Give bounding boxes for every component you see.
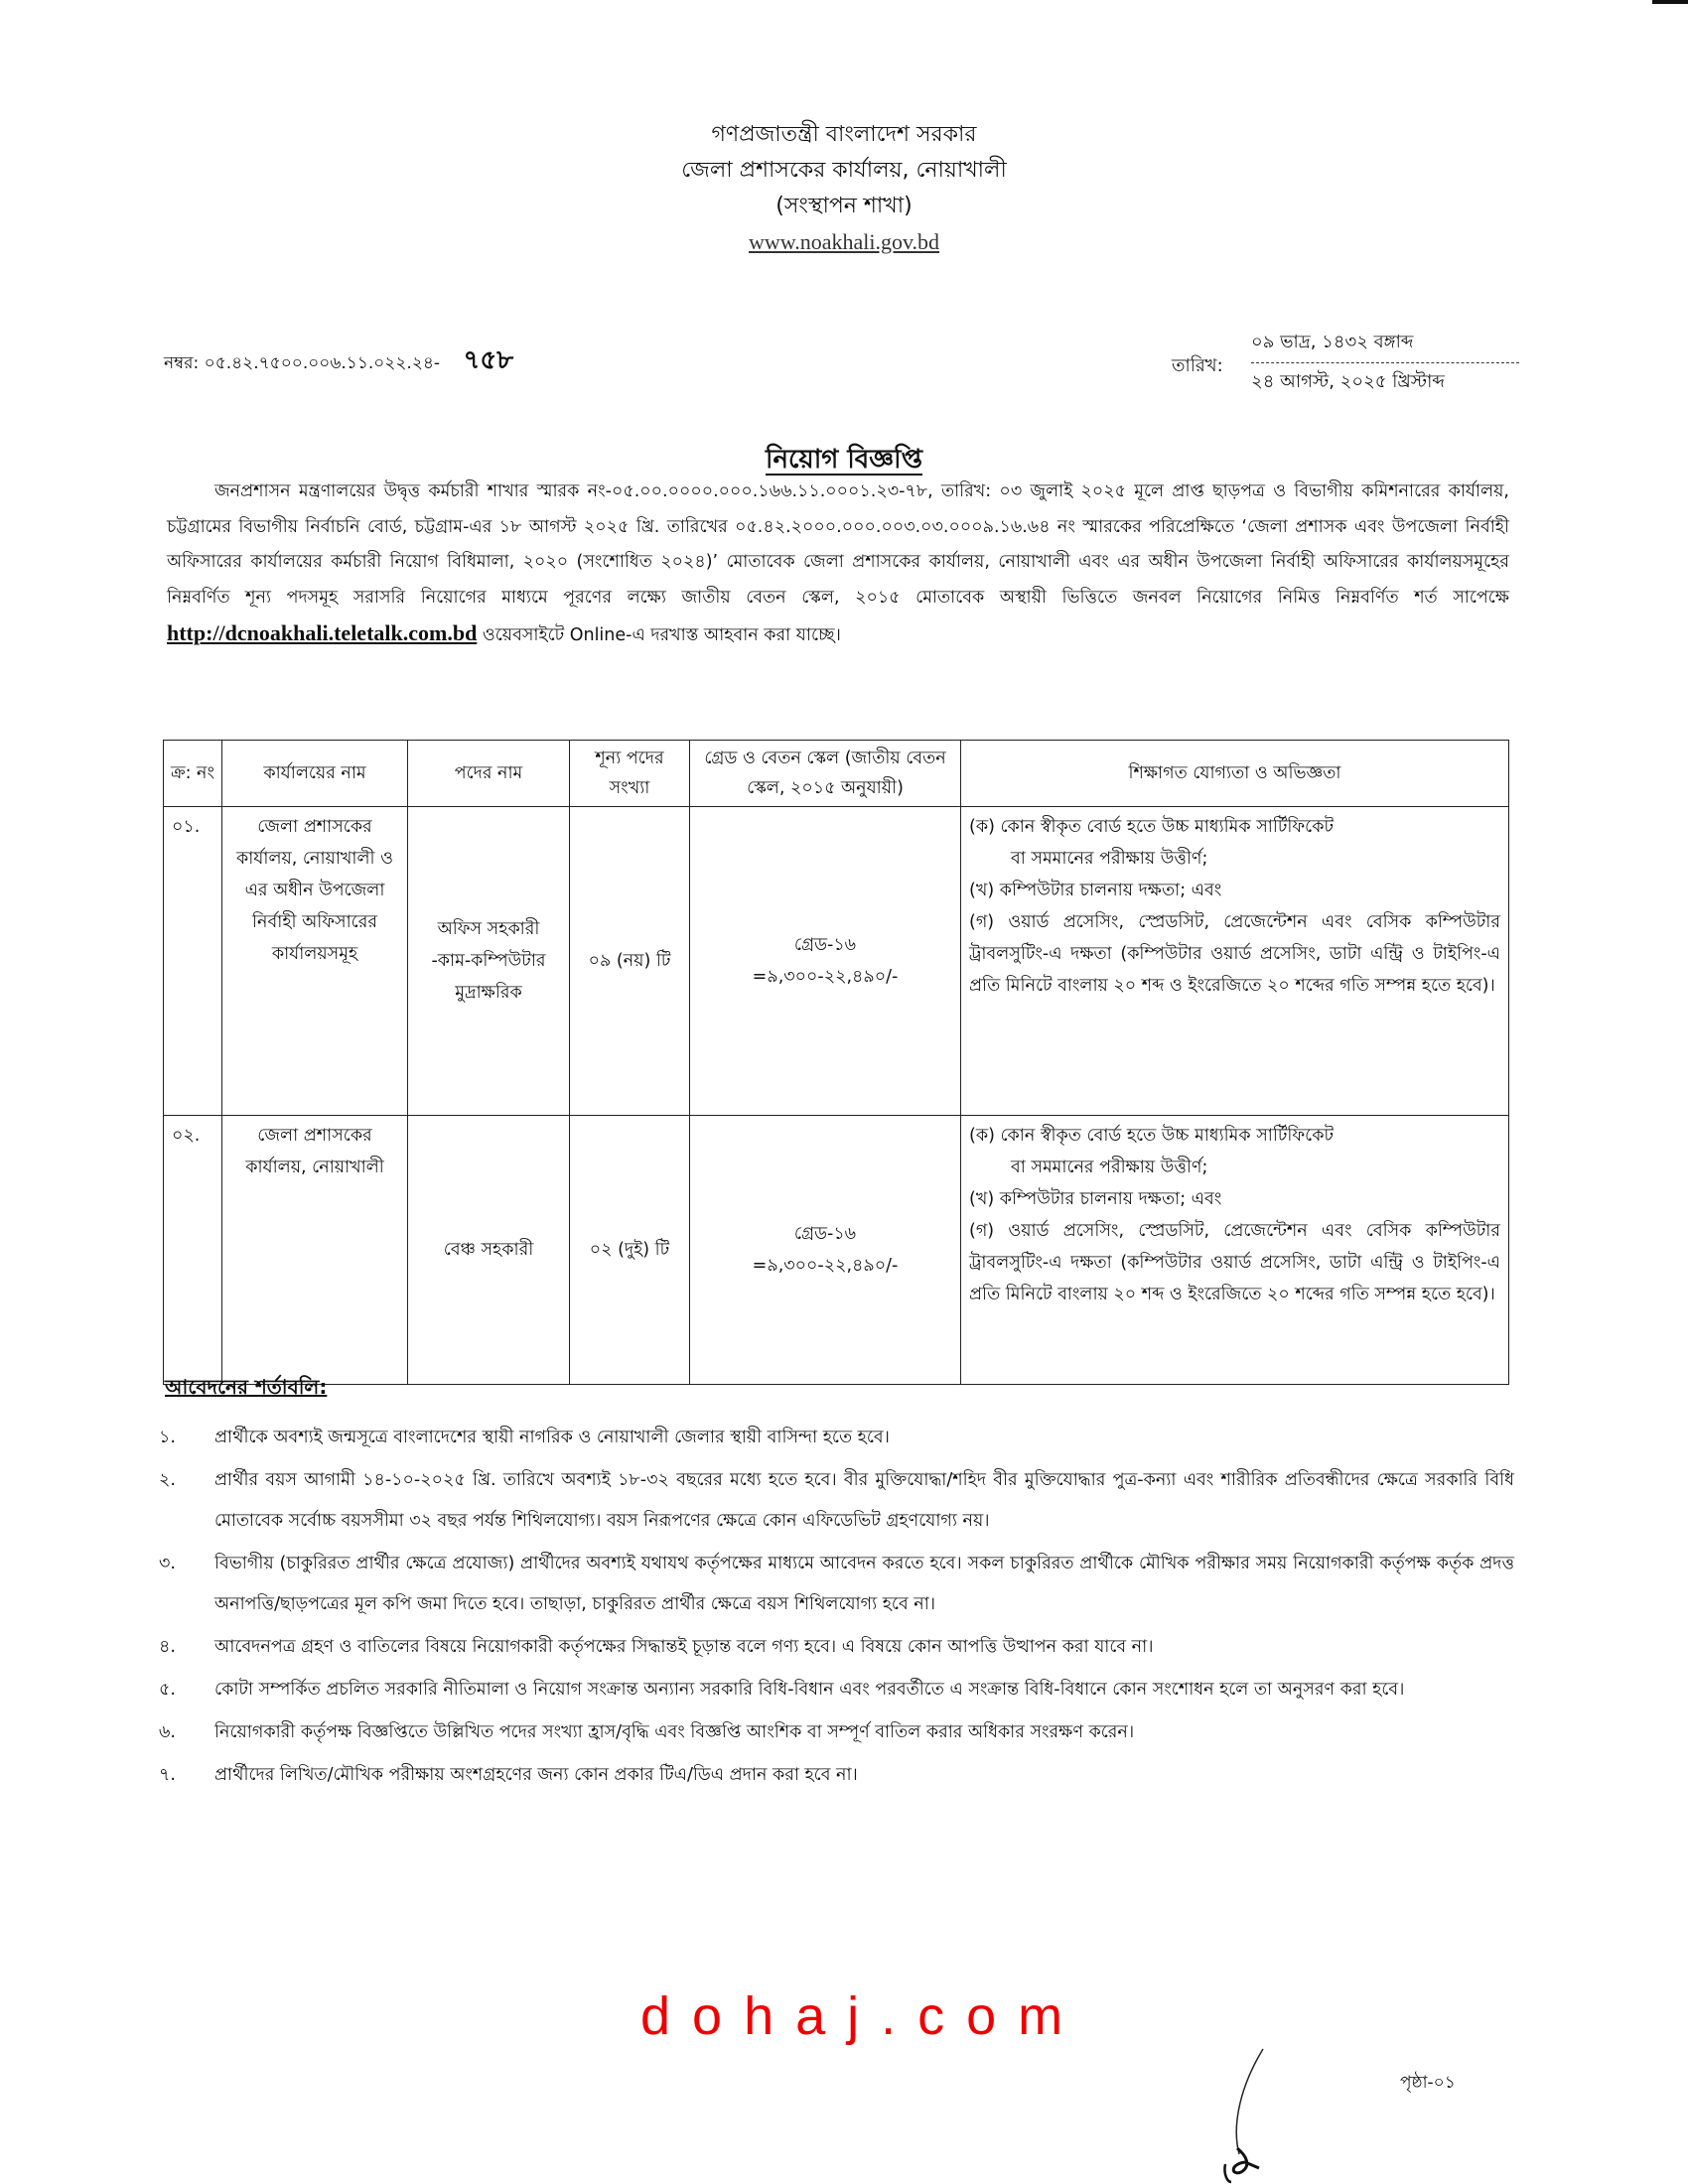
page-title: নিয়োগ বিজ্ঞপ্তি [766,445,922,475]
cell-post: বেঞ্চ সহকারী [408,1116,570,1385]
condition-text: প্রার্থীর বয়স আগামী ১৪-১০-২০২৫ খ্রি. তারিখে অবশ্যই ১৮-৩২ বছরের মধ্যে হতে হবে। বীর মুক্তিযোদ্ধা/শহিদ বীর মুক্তিযোদ্ধার পুত্র-কন্যা এবং শারীরিক প্রতিবন্ধীদের ক্ষেত্রে সরকারি বিধি মোতাবেক সর্বোচ্চ বয়সসীমা ৩২ বছর পর্যন্ত শিথিলযোগ্য। বয়স নিরূপণের ক্ষেত্রে কোন এফিডেভিট গ্রহণযোগ্য নয়। [214,1470,1514,1531]
condition-number: ৭. [159,1765,176,1785]
memo-label: নম্বর: [164,353,200,373]
qualification-c: (গ) ওয়ার্ড প্রসেসিং, স্প্রেডসিট, প্রেজেন্টেশন এবং বেসিক কম্পিউটার ট্রাবলসুটিং-এ দক্ষতা (কম্পিউটার ওয়ার্ড প্রসেসিং, ডাটা এন্ট্রি ও টাইপিং-এ প্রতি মিনিটে বাংলায় ২০ শব্দ ও ইংরেজিতে ২০ শব্দের গতি সম্পন্ন হতে হবে)। [969,1221,1500,1304]
condition-number: ১. [159,1428,176,1447]
table-row [164,807,1509,1116]
condition-text: আবেদনপত্র গ্রহণ ও বাতিলের বিষয়ে নিয়োগকারী কর্তৃপক্ষের সিদ্ধান্তই চূড়ান্ত বলে গণ্য হবে। এ বিষয়ে কোন আপত্তি উত্থাপন করা যাবে না। [214,1637,1154,1657]
condition-text: প্রার্থীদের লিখিত/মৌখিক পরীক্ষায় অংশগ্রহণের জন্য কোন প্রকার টিএ/ডিএ প্রদান করা হবে না। [214,1765,858,1785]
website-link[interactable]: www.noakhali.gov.bd [748,229,940,254]
condition-item [159,1627,1514,1668]
govt-name: গণপ্রজাতন্ত্রী বাংলাদেশ সরকার [711,122,977,147]
memo-value: ০৫.৪২.৭৫০০.০০৬.১১.০২২.২৪- [204,353,441,373]
qualification-a-cont: বা সমমানের পরীক্ষায় উত্তীর্ণ; [1011,849,1208,869]
condition-number: ৩. [159,1554,176,1573]
scan-edge-mark [1652,0,1688,4]
condition-text: বিভাগীয় (চাকুরিরত প্রার্থীর ক্ষেত্রে প্রযোজ্য) প্রার্থীদের অবশ্যই যথাযথ কর্তৃপক্ষের মাধ্যমে আবেদন করতে হবে। সকল চাকুরিরত প্রার্থীকে মৌখিক পরীক্ষার সময় নিয়োগকারী কর্তৃপক্ষ কর্তৃক প্রদত্ত অনাপত্তি/ছাড়পত্রের মূল কপি জমা দিতে হবে। তাছাড়া, চাকুরিরত প্রার্থীর ক্ষেত্রে বয়স শিথিলযোগ্য হবে না। [214,1554,1514,1614]
table-row [164,1116,1509,1385]
condition-number: ৪. [159,1637,176,1657]
qualification-b: (খ) কম্পিউটার চালনায় দক্ষতা; এবং [969,881,1222,900]
header-sl: ক্র: নং [164,741,222,807]
cell-qualification [961,1116,1509,1385]
date-label: তারিখ: [1172,355,1223,376]
cell-office: জেলা প্রশাসকের কার্যালয়, নোয়াখালী [222,1116,408,1385]
qualification-a-cont: বা সমমানের পরীক্ষায় উত্তীর্ণ; [1011,1158,1208,1177]
condition-item [159,1712,1514,1753]
header-count: শূন্য পদের সংখ্যা [570,741,690,807]
memo-handwritten-suffix: ৭৫৮ [463,345,514,375]
bangla-date: ০৯ ভাদ্র, ১৪৩২ বঙ্গাব্দ [1251,328,1519,363]
scale-value: =৯,৩০০-২২,৪৯০/- [752,967,899,987]
letterhead [0,117,1688,260]
qualification-c: (গ) ওয়ার্ড প্রসেসিং, স্প্রেডসিট, প্রেজেন্টেশন এবং বেসিক কম্পিউটার ট্রাবলসুটিং-এ দক্ষতা (কম্পিউটার ওয়ার্ড প্রসেসিং, ডাটা এন্ট্রি ও টাইপিং-এ প্রতি মিনিটে বাংলায় ২০ শব্দ ও ইংরেজিতে ২০ শব্দের গতি সম্পন্ন হতে হবে)। [969,912,1500,996]
intro-tail: ওয়েবসাইটে Online-এ দরখাস্ত আহবান করা যাচ্ছে। [477,625,841,645]
condition-number: ২. [159,1470,176,1490]
header-qualification: শিক্ষাগত যোগ্যতা ও অভিজ্ঞতা [961,741,1509,807]
memo-number [164,340,513,383]
condition-item [159,1670,1514,1710]
conditions-heading: আবেদনের শর্তাবলি: [165,1375,328,1399]
cell-grade [690,1116,961,1385]
condition-item [159,1418,1514,1458]
cell-qualification [961,807,1509,1116]
table-header-row [164,741,1509,807]
condition-number: ৫. [159,1680,176,1700]
application-link[interactable]: http://dcnoakhali.teletalk.com.bd [167,620,478,645]
office-name: জেলা প্রশাসকের কার্যালয়, নোয়াখালী [681,158,1007,183]
intro-text: জনপ্রশাসন মন্ত্রণালয়ের উদ্বৃত্ত কর্মচারী শাখার স্মারক নং-০৫.০০.০০০০.০০০.১৬৬.১১.০০০১.২৩-৭৮, তারিখ: ০৩ জুলাই ২০২৫ মূলে প্রাপ্ত ছাড়পত্র ও বিভাগীয় কমিশনারের কার্যালয়, চট্টগ্রামের বিভাগীয় নির্বাচনি বোর্ড, চট্টগ্রাম-এর ১৮ আগস্ট ২০২৫ খ্রি. তারিখের ০৫.৪২.২০০০.০০০.০০৩.০৩.০০০৯.১৬.৬৪ নং স্মারকের পরিপ্রেক্ষিতে ‘জেলা প্রশাসক এবং উপজেলা নির্বাহী অফিসারের কার্যালয়ের কর্মচারী নিয়োগ বিধিমালা, ২০২০ (সংশোধিত ২০২৪)’ মোতাবেক জেলা প্রশাসকের কার্যালয়, নোয়াখালী এবং এর অধীন উপজেলা নির্বাহী অফিসারের কার্যালয়সমূহের নিম্নবর্ণিত শূন্য পদসমূহ সরাসরি নিয়োগের মাধ্যমে পূরণের লক্ষ্যে জাতীয় বেতন স্কেল, ২০১৫ মোতাবেক অস্থায়ী ভিত্তিতে জনবল নিয়োগের নিমিত্ত নিম্নবর্ণিত শর্ত সাপেক্ষে [167,481,1509,608]
condition-item [159,1460,1514,1542]
watermark-text: dohaj.com [640,1986,1085,2046]
application-conditions [159,1373,1514,1798]
cell-sl: ০১. [164,807,222,1116]
condition-number: ৬. [159,1722,176,1742]
english-date: ২৪ আগস্ট, ২০২৫ খ্রিস্টাব্দ [1251,371,1445,392]
signature-icon [1201,2045,1281,2184]
condition-item [159,1755,1514,1796]
section-name: (সংস্থাপন শাখা) [775,194,913,218]
scale-value: =৯,৩০০-২২,৪৯০/- [752,1256,899,1276]
vacancy-table [163,740,1509,1385]
condition-text: প্রার্থীকে অবশ্যই জন্মসূত্রে বাংলাদেশের স্থায়ী নাগরিক ও নোয়াখালী জেলার স্থায়ী বাসিন্দা হতে হবে। [214,1428,890,1447]
grade-value: গ্রেড-১৬ [793,1224,857,1244]
qualification-a: (ক) কোন স্বীকৃত বোর্ড হতে উচ্চ মাধ্যমিক সার্টিফিকেট [969,1126,1334,1146]
qualification-b: (খ) কম্পিউটার চালনায় দক্ষতা; এবং [969,1189,1222,1209]
intro-paragraph [167,475,1509,654]
cell-count: ০২ (দুই) টি [570,1116,690,1385]
header-post: পদের নাম [408,741,570,807]
cell-count: ০৯ (নয়) টি [570,807,690,1116]
condition-item [159,1544,1514,1625]
cell-sl: ০২. [164,1116,222,1385]
page-number: পৃষ্ঠা-০১ [1400,2073,1456,2093]
cell-office: জেলা প্রশাসকের কার্যালয়, নোয়াখালী ও এর অধীন উপজেলা নির্বাহী অফিসারের কার্যালয়সমূহ [222,807,408,1116]
grade-value: গ্রেড-১৬ [793,935,857,955]
cell-post: অফিস সহকারী -কাম-কম্পিউটার মুদ্রাক্ষরিক [408,807,570,1116]
header-office: কার্যালয়ের নাম [222,741,408,807]
cell-grade [690,807,961,1116]
header-grade: গ্রেড ও বেতন স্কেল (জাতীয় বেতন স্কেল, ২০১৫ অনুযায়ী) [690,741,961,807]
condition-text: নিয়োগকারী কর্তৃপক্ষ বিজ্ঞপ্তিতে উল্লিখিত পদের সংখ্যা হ্রাস/বৃদ্ধি এবং বিজ্ঞপ্তি আংশিক বা সম্পূর্ণ বাতিল করার অধিকার সংরক্ষণ করেন। [214,1722,1135,1742]
qualification-a: (ক) কোন স্বীকৃত বোর্ড হতে উচ্চ মাধ্যমিক সার্টিফিকেট [969,817,1334,837]
condition-text: কোটা সম্পর্কিত প্রচলিত সরকারি নীতিমালা ও নিয়োগ সংক্রান্ত অন্যান্য সরকারি বিধি-বিধান এবং পরবর্তীতে এ সংক্রান্ত বিধি-বিধানে কোন সংশোধন হলে তা অনুসরণ করা হবে। [214,1680,1405,1700]
